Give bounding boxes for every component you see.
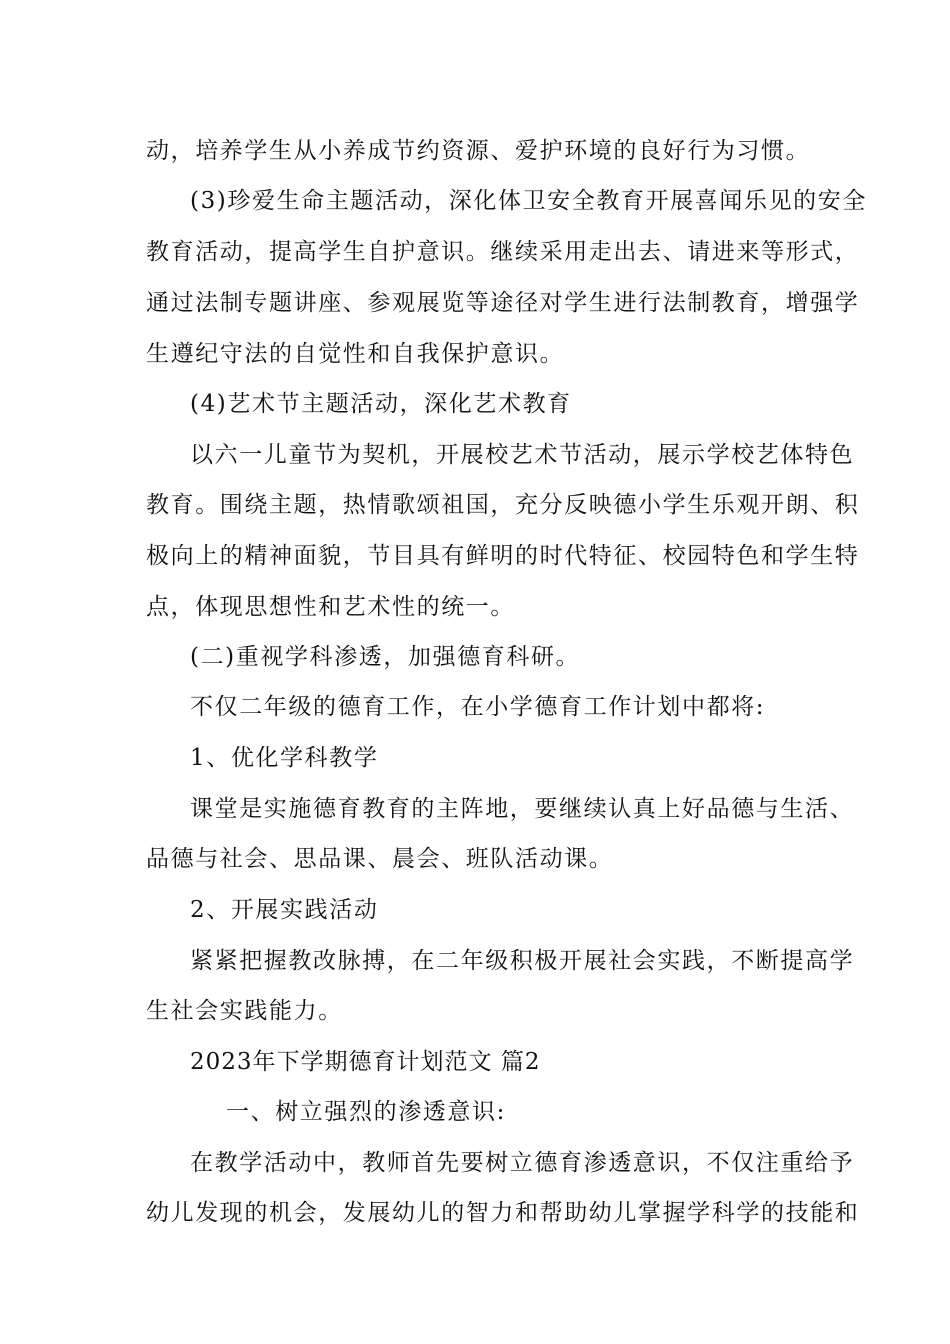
paragraph-line: (3)珍爱生命主题活动，深化体卫安全教育开展喜闻乐见的安全 (190, 188, 867, 214)
document-title: 2023年下学期德育计划范文 篇2 (190, 1049, 541, 1075)
paragraph-line: 点，体现思想性和艺术性的统一。 (146, 594, 515, 620)
paragraph-line: 极向上的精神面貌，节目具有鲜明的时代特征、校园特色和学生特 (146, 543, 860, 569)
section-heading: 一、树立强烈的渗透意识: (226, 1099, 506, 1125)
paragraph-line: 生社会实践能力。 (146, 998, 343, 1024)
paragraph-line: 通过法制专题讲座、参观展览等途径对学生进行法制教育，增强学 (146, 290, 860, 316)
section-heading: (4)艺术节主题活动，深化艺术教育 (190, 391, 572, 417)
paragraph-line: 紧紧把握教改脉搏，在二年级积极开展社会实践，不断提高学 (190, 948, 855, 974)
paragraph-line: 在教学活动中，教师首先要树立德育渗透意识，不仅注重给予 (190, 1150, 855, 1176)
paragraph-line: 教育。围绕主题，热情歌颂祖国，充分反映德小学生乐观开朗、积 (146, 492, 860, 518)
paragraph-line: 以六一儿童节为契机，开展校艺术节活动，展示学校艺体特色 (190, 442, 855, 468)
section-heading: (二)重视学科渗透，加强德育科研。 (190, 644, 581, 670)
paragraph-line: 教育活动，提高学生自护意识。继续采用走出去、请进来等形式， (146, 239, 860, 265)
section-heading: 2、开展实践活动 (190, 897, 379, 923)
paragraph-line: 幼儿发现的机会，发展幼儿的智力和帮助幼儿掌握学科学的技能和 (146, 1200, 860, 1226)
paragraph-line: 不仅二年级的德育工作，在小学德育工作计划中都将: (190, 694, 766, 720)
paragraph-line: 生遵纪守法的自觉性和自我保护意识。 (146, 341, 565, 367)
paragraph-line: 品德与社会、思品课、晨会、班队活动课。 (146, 846, 614, 872)
section-heading: 1、优化学科教学 (190, 745, 379, 771)
paragraph-line: 动，培养学生从小养成节约资源、爱护环境的良好行为习惯。 (146, 138, 811, 164)
paragraph-line: 课堂是实施德育教育的主阵地，要继续认真上好品德与生活、 (190, 796, 855, 822)
